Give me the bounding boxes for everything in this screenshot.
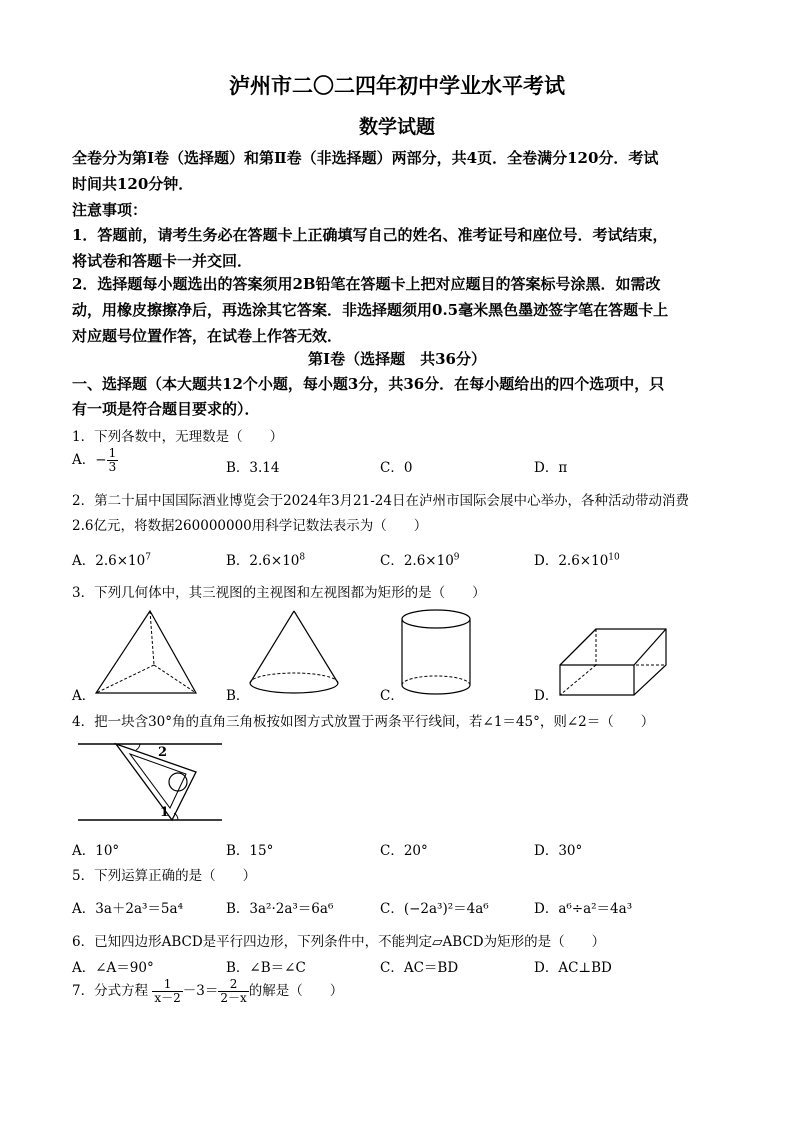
section-1-instructions-2: 有一项是符合题目要求的）．	[72, 400, 260, 418]
q6-stem: 6．已知四边形ABCD是平行四边形，下列条件中，不能判定▱ABCD为矩形的是（ ）	[72, 934, 606, 950]
section-1-heading: 第Ⅰ卷（选择题 共36分）	[308, 350, 486, 368]
q2-option-d	[534, 549, 620, 569]
intro-line-1: 全卷分为第Ⅰ卷（选择题）和第Ⅱ卷（非选择题）两部分，共4页．全卷满分120分．考试	[72, 149, 659, 167]
q3-option-b: B．	[226, 688, 250, 704]
angle-1-label: 1	[160, 805, 170, 820]
q1-a-numerator: 1	[108, 446, 117, 460]
q3-option-c: C．	[380, 688, 404, 704]
triangular-prism-figure	[554, 625, 672, 701]
note-1-line-1: 1．答题前，请考生务必在答题卡上正确填写自己的姓名、准考证号和座位号．考试结束，	[72, 226, 668, 244]
note-1-line-2: 将试卷和答题卡一并交回．	[72, 252, 253, 270]
q7-f1-numerator: 1	[152, 978, 182, 992]
q7-f1-denominator: x－2	[154, 991, 181, 1006]
notes-title: 注意事项：	[72, 201, 148, 219]
q1-option-a-prefix: A．−	[72, 452, 107, 469]
q4-option-a: A．10°	[72, 843, 120, 859]
q2-stem-line-2: 2.6亿元，将数据260000000用科学记数法表示为（ ）	[72, 518, 428, 534]
parallel-lines-triangle-figure	[78, 736, 228, 828]
q1-stem: 1．下列各数中，无理数是（ ）	[72, 429, 284, 445]
q2-option-d-base: D．2.6×10	[534, 553, 609, 569]
q6-option-a: A．∠A＝90°	[72, 960, 154, 976]
cone-figure	[244, 607, 344, 699]
q5-stem: 5．下列运算正确的是（ ）	[72, 868, 257, 884]
q2-option-a	[72, 549, 151, 569]
q7-fraction-1	[152, 978, 182, 1005]
q7-f2-denominator: 2－x	[220, 991, 247, 1006]
q2-option-c	[380, 549, 460, 569]
q1-option-c: C．0	[380, 460, 413, 476]
q6-option-c: C．AC＝BD	[380, 960, 459, 976]
q7-stem	[72, 978, 343, 1005]
q3-option-a: A．	[72, 688, 96, 704]
q2-option-c-exp: 9	[453, 552, 460, 563]
q2-stem-line-1: 2．第二十届中国国际酒业博览会于2024年3月21-24日在泸州市国际会展中心举办，各种活动带动消费	[72, 493, 689, 509]
intro-line-2: 时间共120分钟．	[72, 175, 194, 193]
note-2-line-1: 2．选择题每小题选出的答案须用2B铅笔在答题卡上把对应题目的答案标号涂黑．如需改	[72, 275, 661, 293]
note-2-line-2: 动，用橡皮擦擦净后，再选涂其它答案．非选择题须用0.5毫米黑色墨迹签字笔在答题卡上	[72, 301, 669, 319]
page-title: 泸州市二〇二四年初中学业水平考试	[229, 73, 565, 98]
q2-option-a-exp: 7	[145, 552, 151, 563]
q5-option-b: B．3a²·2a³＝6a⁶	[226, 901, 334, 917]
q5-option-a: A．3a＋2a³＝5a⁴	[72, 901, 183, 917]
q4-option-c: C．20°	[380, 843, 428, 859]
section-1-instructions-1: 一、选择题（本大题共12个小题，每小题3分，共36分．在每小题给出的四个选项中，只	[72, 375, 665, 393]
pyramid-figure	[92, 607, 202, 697]
q7-f2-numerator: 2	[218, 978, 248, 992]
q4-stem: 4．把一块含30°角的直角三角板按如图方式放置于两条平行线间，若∠1＝45°，则∠2＝（ ）	[72, 714, 655, 730]
q6-option-d: D．AC⊥BD	[534, 960, 612, 976]
q5-option-c: C．(−2a³)²＝4a⁶	[380, 901, 489, 917]
q1-option-d: D．π	[534, 460, 568, 476]
q1-option-a	[72, 447, 118, 474]
q4-option-b: B．15°	[226, 843, 274, 859]
q2-option-b-exp: 8	[299, 552, 306, 563]
page-subtitle: 数学试题	[358, 116, 435, 138]
q3-stem: 3．下列几何体中，其三视图的主视图和左视图都为矩形的是（ ）	[72, 585, 486, 601]
q1-option-a-fraction	[107, 447, 119, 474]
q2-option-a-base: A．2.6×10	[72, 553, 146, 569]
q2-option-c-base: C．2.6×10	[380, 553, 454, 569]
q6-option-b: B．∠B＝∠C	[226, 960, 306, 976]
q7-prefix: 7．分式方程	[72, 983, 149, 1000]
q2-option-b-base: B．2.6×10	[226, 553, 300, 569]
q2-option-b	[226, 549, 305, 569]
angle-2-label: 2	[158, 745, 168, 760]
q7-middle: －3＝	[182, 983, 219, 1000]
q4-option-d: D．30°	[534, 843, 583, 859]
cylinder-figure	[398, 607, 474, 699]
q7-suffix: 的解是（ ）	[248, 983, 344, 1000]
q1-a-denominator: 3	[108, 460, 117, 475]
q3-option-d: D．	[534, 688, 559, 704]
note-2-line-3: 对应题号位置作答，在试卷上作答无效．	[72, 327, 343, 345]
q5-option-d: D．a⁶÷a²＝4a³	[534, 901, 633, 917]
q2-option-d-exp: 10	[608, 552, 620, 563]
q7-fraction-2	[218, 978, 248, 1005]
q1-option-b: B．3.14	[226, 460, 280, 476]
